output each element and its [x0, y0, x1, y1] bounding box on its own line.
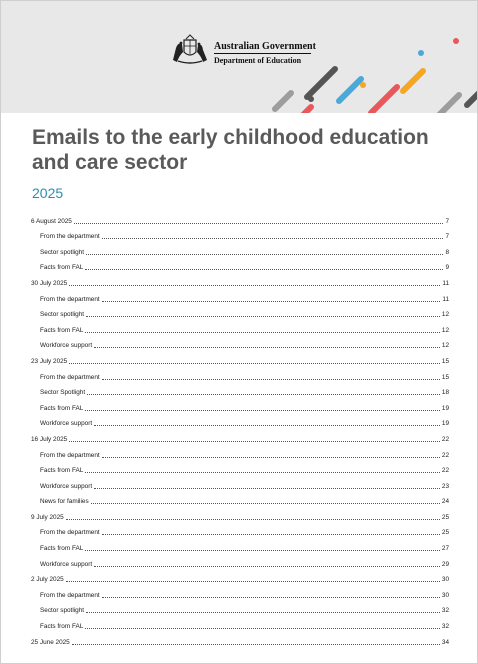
toc-page-number: 27 — [441, 545, 449, 553]
toc-page-number: 12 — [441, 342, 449, 350]
toc-entry-date[interactable] — [31, 350, 449, 366]
toc-page-number: 18 — [441, 389, 449, 397]
toc-leader-dots — [86, 611, 440, 613]
document-title: Emails to the early childhood education and care sector — [32, 126, 429, 174]
toc-leader-dots — [94, 346, 440, 348]
toc-page-number: 9 — [445, 264, 449, 272]
toc-leader-dots — [85, 471, 440, 473]
toc-entry-section[interactable] — [31, 397, 449, 413]
toc-entry-title: From the department — [40, 233, 100, 241]
toc-entry-section[interactable] — [31, 444, 449, 460]
toc-entry-title: Sector Spotlight — [40, 389, 86, 397]
toc-entry-title: 6 August 2025 — [31, 217, 72, 225]
toc-entry-section[interactable] — [31, 600, 449, 616]
department-name: Department of Education — [214, 56, 302, 65]
table-of-contents — [31, 210, 449, 647]
toc-leader-dots — [102, 456, 440, 458]
decorative-stripe — [291, 107, 311, 113]
toc-leader-dots — [94, 424, 440, 426]
toc-leader-dots — [94, 487, 440, 489]
toc-entry-title: From the department — [40, 591, 100, 599]
toc-page-number: 19 — [441, 420, 449, 428]
toc-entry-title: Facts from FAL — [40, 264, 84, 272]
toc-entry-title: Workforce support — [40, 342, 93, 350]
toc-entry-section[interactable] — [31, 304, 449, 320]
toc-page-number: 34 — [441, 638, 449, 646]
toc-leader-dots — [72, 643, 440, 645]
decorative-dot — [360, 82, 366, 88]
toc-entry-section[interactable] — [31, 288, 449, 304]
toc-page-number: 19 — [441, 404, 449, 412]
toc-page-number: 29 — [441, 560, 449, 568]
toc-page-number: 32 — [441, 623, 449, 631]
toc-entry-title: From the department — [40, 295, 100, 303]
toc-page-number: 30 — [441, 591, 449, 599]
toc-entry-section[interactable] — [31, 226, 449, 242]
toc-entry-date[interactable] — [31, 210, 449, 226]
toc-page-number: 12 — [441, 311, 449, 319]
toc-entry-title: Sector spotlight — [40, 248, 85, 256]
toc-leader-dots — [85, 268, 443, 270]
toc-page-number: 15 — [441, 373, 449, 381]
toc-leader-dots — [86, 315, 440, 317]
toc-entry-title: Sector spotlight — [40, 311, 85, 319]
decorative-stripe — [371, 87, 397, 113]
toc-page-number: 11 — [442, 295, 449, 303]
toc-entry-date[interactable] — [31, 428, 449, 444]
toc-leader-dots — [102, 378, 440, 380]
toc-entry-title: News for families — [40, 498, 89, 506]
toc-leader-dots — [86, 253, 443, 255]
toc-entry-section[interactable] — [31, 491, 449, 507]
toc-page-number: 15 — [441, 357, 449, 365]
decorative-stripe — [275, 93, 291, 109]
decorative-stripe — [435, 95, 459, 113]
toc-entry-title: Workforce support — [40, 560, 93, 568]
toc-entry-title: 30 July 2025 — [31, 279, 68, 287]
toc-entry-section[interactable] — [31, 413, 449, 429]
coat-of-arms-icon — [169, 34, 211, 66]
toc-page-number: 8 — [445, 248, 449, 256]
government-name: Australian Government — [214, 41, 316, 52]
toc-page-number: 22 — [441, 451, 449, 459]
toc-leader-dots — [102, 596, 440, 598]
toc-entry-date[interactable] — [31, 272, 449, 288]
toc-entry-title: From the department — [40, 373, 100, 381]
toc-leader-dots — [69, 284, 440, 286]
decorative-stripe — [307, 69, 335, 97]
decorative-stripe — [467, 83, 477, 105]
toc-leader-dots — [102, 300, 441, 302]
toc-entry-section[interactable] — [31, 241, 449, 257]
toc-leader-dots — [85, 331, 440, 333]
toc-page-number: 22 — [441, 435, 449, 443]
toc-entry-date[interactable] — [31, 569, 449, 585]
document-year: 2025 — [32, 185, 64, 201]
toc-leader-dots — [91, 502, 440, 504]
toc-entry-title: From the department — [40, 451, 100, 459]
toc-entry-section[interactable] — [31, 522, 449, 538]
toc-leader-dots — [66, 518, 440, 520]
toc-leader-dots — [69, 362, 440, 364]
toc-entry-section[interactable] — [31, 475, 449, 491]
toc-page-number: 32 — [441, 607, 449, 615]
toc-entry-date[interactable] — [31, 631, 449, 647]
decorative-dot — [418, 50, 424, 56]
toc-entry-section[interactable] — [31, 335, 449, 351]
toc-leader-dots — [102, 533, 440, 535]
toc-page-number: 7 — [445, 217, 449, 225]
toc-entry-section[interactable] — [31, 366, 449, 382]
decorative-dot — [308, 96, 314, 102]
toc-leader-dots — [87, 393, 440, 395]
toc-page-number: 11 — [442, 279, 449, 287]
toc-leader-dots — [69, 440, 440, 442]
toc-leader-dots — [85, 549, 440, 551]
toc-entry-title: 9 July 2025 — [31, 513, 64, 521]
toc-entry-title: Workforce support — [40, 420, 93, 428]
toc-page-number: 22 — [441, 467, 449, 475]
toc-leader-dots — [85, 409, 440, 411]
toc-page-number: 25 — [441, 529, 449, 537]
decorative-stripes — [251, 1, 477, 113]
toc-entry-title: 2 July 2025 — [31, 576, 64, 584]
toc-page-number: 30 — [441, 576, 449, 584]
toc-entry-title: Workforce support — [40, 482, 93, 490]
toc-entry-title: Sector spotlight — [40, 607, 85, 615]
toc-leader-dots — [85, 627, 440, 629]
decorative-dot — [453, 38, 459, 44]
toc-entry-section[interactable] — [31, 382, 449, 398]
toc-entry-section[interactable] — [31, 553, 449, 569]
toc-entry-title: 23 July 2025 — [31, 357, 68, 365]
toc-leader-dots — [102, 237, 444, 239]
toc-page-number: 7 — [445, 233, 449, 241]
toc-entry-section[interactable] — [31, 615, 449, 631]
toc-entry-title: Facts from FAL — [40, 467, 84, 475]
toc-entry-section[interactable] — [31, 584, 449, 600]
toc-entry-title: From the department — [40, 529, 100, 537]
toc-entry-date[interactable] — [31, 506, 449, 522]
decorative-stripe — [403, 71, 423, 91]
toc-entry-title: Facts from FAL — [40, 623, 84, 631]
toc-entry-title: Facts from FAL — [40, 326, 84, 334]
toc-leader-dots — [94, 565, 440, 567]
toc-entry-title: 16 July 2025 — [31, 435, 68, 443]
decorative-stripe — [339, 79, 361, 101]
toc-entry-section[interactable] — [31, 257, 449, 273]
toc-page-number: 25 — [441, 513, 449, 521]
page-header — [1, 1, 477, 113]
toc-entry-title: Facts from FAL — [40, 404, 84, 412]
toc-leader-dots — [74, 222, 444, 224]
toc-entry-title: Facts from FAL — [40, 545, 84, 553]
title-block — [32, 125, 452, 201]
toc-page-number: 24 — [441, 498, 449, 506]
toc-entry-title: 25 June 2025 — [31, 638, 70, 646]
toc-entry-section[interactable] — [31, 319, 449, 335]
toc-entry-section[interactable] — [31, 537, 449, 553]
toc-leader-dots — [66, 580, 440, 582]
toc-page-number: 23 — [441, 482, 449, 490]
toc-entry-section[interactable] — [31, 460, 449, 476]
toc-page-number: 12 — [441, 326, 449, 334]
